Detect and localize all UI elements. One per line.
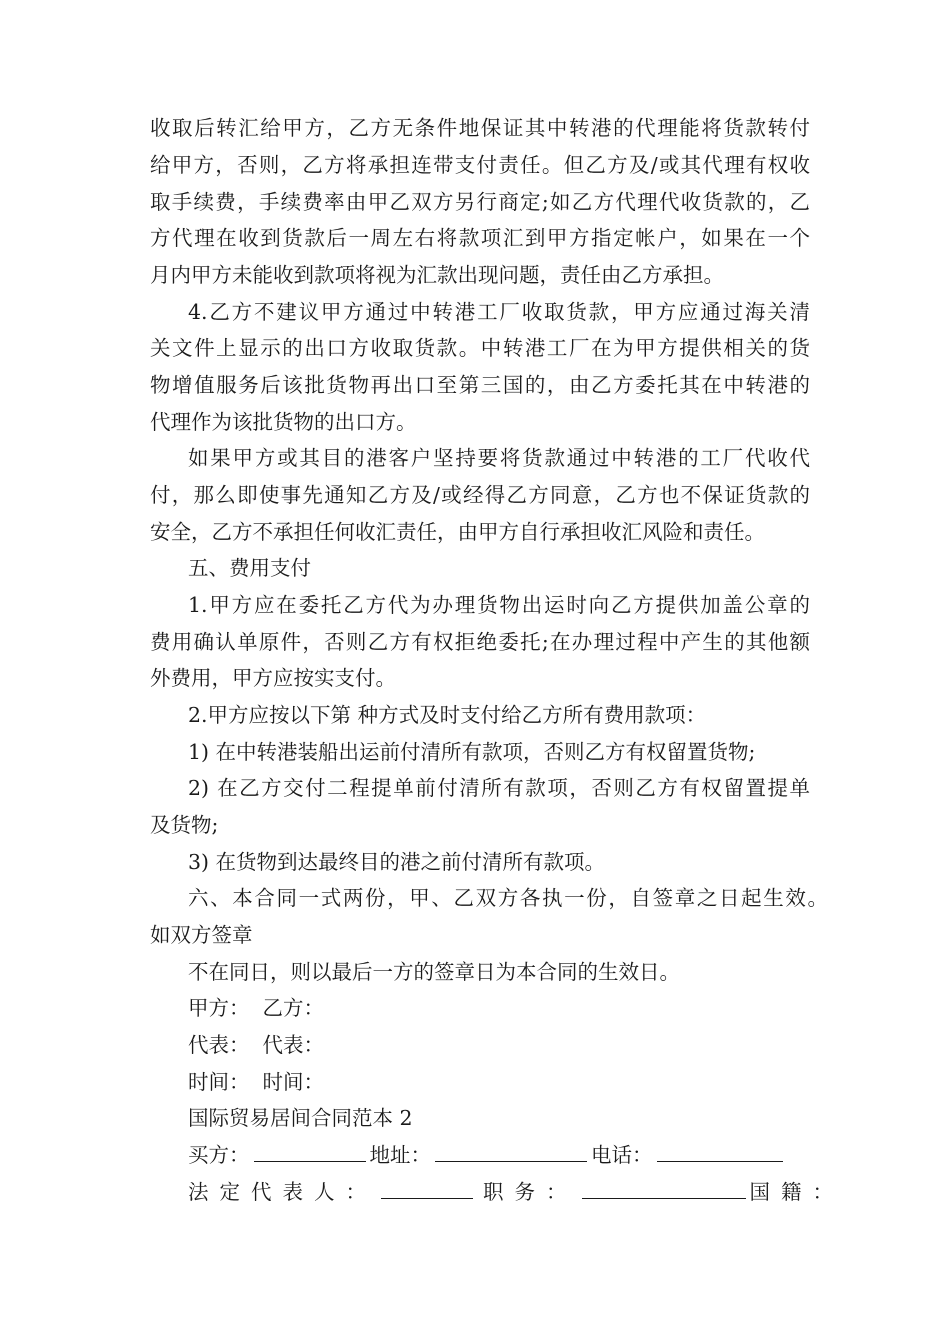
list-item: 2) 在乙方交付二程提单前付清所有款项，否则乙方有权留置提单 — [188, 776, 810, 800]
paragraph-line: 4.乙方不建议甲方通过中转港工厂收取货款，甲方应通过海关清 — [188, 300, 810, 324]
signature-party-line: 甲方： 乙方： — [188, 996, 325, 1020]
legal-rep-blank[interactable] — [381, 1180, 473, 1199]
address-label: 地址： — [369, 1143, 431, 1167]
paragraph-line: 代理作为该批货物的出口方。 — [150, 410, 417, 434]
buyer-label: 买方： — [188, 1143, 250, 1167]
paragraph-line: 付，那么即使事先通知乙方及/或经得乙方同意，乙方也不保证货款的 — [150, 483, 810, 507]
paragraph-line: 给甲方，否则，乙方将承担连带支付责任。但乙方及/或其代理有权收 — [150, 153, 810, 177]
paragraph-line: 不在同日，则以最后一方的签章日为本合同的生效日。 — [188, 960, 680, 984]
paragraph-line: 收取后转汇给甲方，乙方无条件地保证其中转港的代理能将货款转付 — [150, 116, 810, 140]
list-item: 3) 在货物到达最终目的港之前付清所有款项。 — [188, 850, 606, 874]
position-blank[interactable] — [582, 1180, 746, 1199]
section-heading: 六、本合同一式两份，甲、乙双方各执一份，自签章之日起生效。 — [188, 886, 828, 910]
paragraph-line: 月内甲方未能收到款项将视为汇款出现问题，责任由乙方承担。 — [150, 263, 724, 287]
phone-label: 电话： — [591, 1143, 653, 1167]
paragraph-line: 2.甲方应按以下第 种方式及时支付给乙方所有费用款项： — [188, 703, 707, 727]
list-item: 1) 在中转港装船出运前付清所有款项，否则乙方有权留置货物; — [188, 740, 756, 764]
buyer-blank[interactable] — [254, 1143, 366, 1162]
paragraph-line: 关文件上显示的出口方收取货款。中转港工厂在为甲方提供相关的货 — [150, 336, 810, 360]
phone-blank[interactable] — [657, 1143, 783, 1162]
section-heading: 五、费用支付 — [188, 556, 311, 580]
nationality-label: 国籍： — [749, 1180, 844, 1204]
paragraph-line: 1.甲方应在委托乙方代为办理货物出运时向乙方提供加盖公章的 — [188, 593, 810, 617]
paragraph-line: 外费用，甲方应按实支付。 — [150, 666, 396, 690]
signature-representative-line: 代表： 代表： — [188, 1033, 325, 1057]
buyer-info-row — [188, 1140, 787, 1170]
legal-rep-label: 法定代表人： — [188, 1180, 377, 1204]
paragraph-line: 物增值服务后该批货物再出口至第三国的，由乙方委托其在中转港的 — [150, 373, 810, 397]
paragraph-line: 方代理在收到货款后一周左右将款项汇到甲方指定帐户，如果在一个 — [150, 226, 810, 250]
paragraph-line: 取手续费，手续费率由甲乙双方另行商定;如乙方代理代收货款的，乙 — [150, 190, 810, 214]
address-blank[interactable] — [435, 1143, 587, 1162]
paragraph-line: 如果甲方或其目的港客户坚持要将货款通过中转港的工厂代收代 — [188, 446, 810, 470]
legal-rep-row — [188, 1177, 844, 1207]
list-item-continuation: 及货物; — [150, 813, 219, 837]
contract-title: 国际贸易居间合同范本 2 — [188, 1106, 413, 1130]
position-label: 职务： — [483, 1180, 578, 1204]
paragraph-line: 费用确认单原件，否则乙方有权拒绝委托;在办理过程中产生的其他额 — [150, 630, 810, 654]
paragraph-line: 如双方签章 — [150, 923, 253, 947]
paragraph-line: 安全，乙方不承担任何收汇责任，由甲方自行承担收汇风险和责任。 — [150, 520, 765, 544]
signature-date-line: 时间： 时间： — [188, 1070, 325, 1094]
